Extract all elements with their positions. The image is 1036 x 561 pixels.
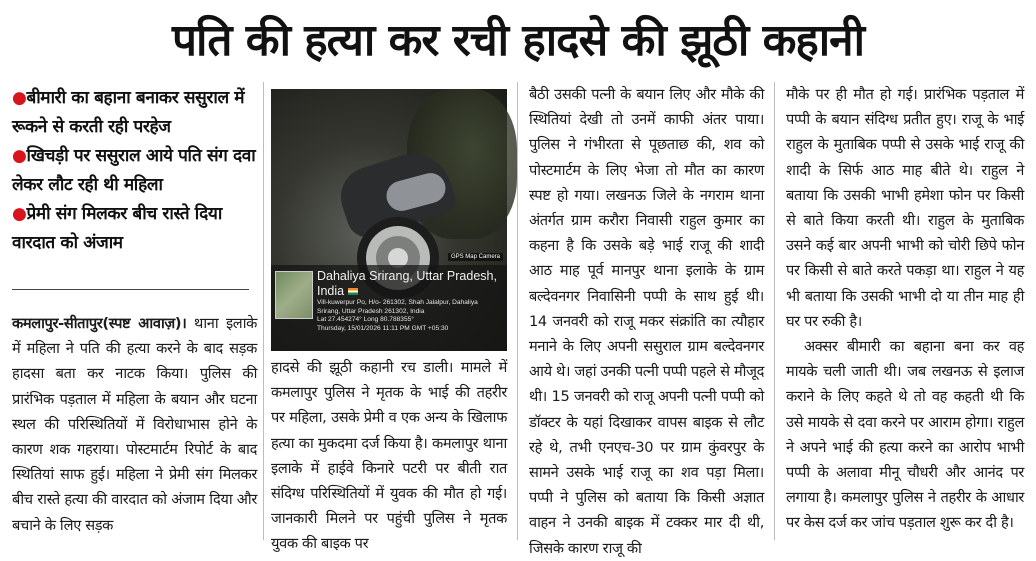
bullet-dot-icon: ● <box>12 88 27 108</box>
gps-place: Dahaliya Srirang, Uttar Pradesh, India <box>317 269 497 298</box>
dateline: कमलापुर-सीतापुर(स्पष्ट आवाज़)। <box>12 315 187 332</box>
article-text: मौके पर ही मौत हो गई। प्रारंभिक पड़ताल में पप्पी के बयान संदिग्ध प्रतीत हुए। राजू के भाई राहुल के मुताबिक पप्पी से उसके भाई राजू की शादी के सिर्फ आठ माह बीते थे। राहुल ने बताया कि उसकी भाभी हमेशा फोन पर किसी से बाते किया करती थी। राहुल के मुताबिक उसने कई बार अपनी भाभी को चोरी छिपे फोन पर किसी से बाते करते पकड़ा था। राहुल ने यह भी बताया कि उसकी भाभी दो या तीन माह ही घर पर रुकी है। <box>786 86 1024 330</box>
highlight-item: ●बीमारी का बहाना बनाकर ससुराल में रूकने से करती रही परहेज <box>12 88 245 137</box>
highlight-item: ●प्रेमी संग मिलकर बीच रास्ते दिया वारदात को अंजाम <box>12 204 222 253</box>
article-text: हादसे की झूठी कहानी रच डाली। मामले में कमलापुर पुलिस ने मृतक के भाई की तहरीर पर महिला, उसके प्रेमी व एक अन्य के खिलाफ हत्या का मुकदमा दर्ज किया है। कमलापुर थाना इलाके में हाईवे किनारे पटरी पर बीती रात संदिग्ध परिस्थितियों में युवक की मौत हो गई। जानकारी मिलने पर पहुंची पुलिस ने मृतक युवक की बाइक पर <box>271 359 507 553</box>
highlight-item: ●खिचड़ी पर ससुराल आये पति संग दवा लेकर लौट रही थी महिला <box>12 146 256 195</box>
article-column-1 <box>12 311 257 540</box>
gps-camera-badge: GPS Map Camera <box>448 253 503 261</box>
bullet-dot-icon: ● <box>12 146 27 166</box>
article-text: बैठी उसकी पत्नी के बयान लिए और मौके की स्थितियां देखी तो उनमें काफी अंतर पाया। पुलिस ने गंभीरता से पूछताछ की, शव को पोस्टमार्टम के लिए भेजा तो मौत का कारण स्पष्ट हो गया। लखनऊ जिले के नगराम थाना अंतर्गत ग्राम करौरा निवासी राहुल कुमार का कहना है कि उसके बड़े भाई राजू की शादी आठ माह पूर्व मानपुर थाना इलाके के ग्राम बल्देवनगर निवासिनी पप्पी के साथ हुई थी। 14 जनवरी को राजू मकर संक्रांति का त्यौहार मनाने के लिए अपनी ससुराल ग्राम बल्देवनगर आये थे। जहां उनकी पत्नी पप्पी पहले से मौजूद थी। 15 जनवरी को राजू अपनी पत्नी पप्पी को डॉक्टर के यहां दिखाकर वापस बाइक से लौट रहे थे, तभी एनएच-30 पर ग्राम कुंवरपुर के सामने उसके भाई राजू का शव पड़ा मिला। पप्पी ने पुलिस को बताया कि किसी अज्ञात वाहन ने उनकी बाइक में टक्कर मार दी थी, जिसके कारण राजू की <box>529 86 764 557</box>
accident-photo <box>271 89 507 351</box>
gps-timestamp: Thursday, 15/01/2026 11:11 PM GMT +05:30 <box>317 324 449 332</box>
map-thumbnail-icon <box>275 271 313 319</box>
bullet-dot-icon: ● <box>12 204 27 224</box>
article-text: थाना इलाके में महिला ने पति की हत्या करने के बाद सड़क हादसा बता कर नाटक किया। पुलिस की प्रारंभिक पड़ताल में महिला के बयान और घटना स्थल की परिस्थितियों में विरोधाभास होने के कारण शक गहराया। पोस्टमार्टम रिपोर्ट के बाद स्थितियां साफ हुई। महिला ने प्रेमी संग मिलकर बीच रास्ते हत्या की वारदात को अंजाम दिया और बचाने के लिए सड़क <box>12 315 257 534</box>
article-text: अक्सर बीमारी का बहाना बना कर वह मायके चली जाती थी। जब लखनऊ से इलाज कराने के लिए कहते थे तो वह कहती थी कि उसे मायके से दवा करने पर आराम होगा। राहुल ने अपने भाई की हत्या करने का आरोप भाभी पप्पी के अलावा मीनू चौधरी और आनंद पर लगाया है। कमलापुर पुलिस ने तहरीर के आधार पर केस दर्ज कर जांच पड़ताल शुरू कर दी है। <box>786 338 1024 532</box>
column-divider <box>517 82 518 540</box>
article-column-3 <box>529 82 764 557</box>
highlights-divider <box>12 289 249 290</box>
column-divider <box>263 82 264 540</box>
gps-stamp <box>271 254 507 351</box>
india-flag-icon <box>348 288 358 295</box>
highlights-list <box>12 84 257 258</box>
gps-address: Vill-kuwerpur Po, H/o- 261302, Shah Jalalpur, Dahaliya Srirang, Uttar Pradesh 261302, India <box>317 299 478 315</box>
column-divider <box>774 82 775 540</box>
gps-coords: Lat 27.454274° Long 80.788355° <box>317 316 414 324</box>
article-column-2 <box>271 355 507 553</box>
headline: पति की हत्या कर रची हादसे की झूठी कहानी <box>171 15 864 66</box>
article-column-4 <box>786 82 1024 540</box>
